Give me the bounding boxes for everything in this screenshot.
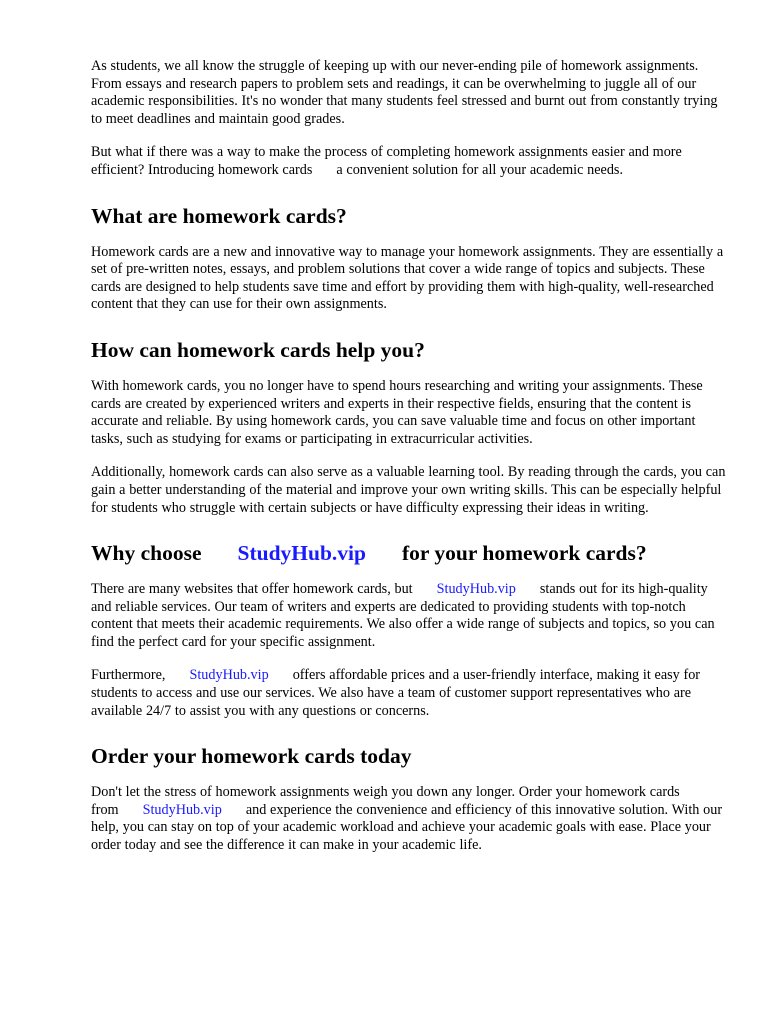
order-paragraph-1-text-a: Don't let the stress of homework assignments weigh you down any longer. Order your homework cards from: [91, 784, 680, 818]
heading-what-are-homework-cards: What are homework cards?: [91, 203, 347, 228]
how-paragraph-1: With homework cards, you no longer have to spend hours researching and writing your assignments. These cards are created by experienced writers and experts in their respective fields, ensuring that the content is accurate and reliable. By using homework cards, you can save valuable time and focus on other important tasks, such as studying for exams or participating in extracurricular activities.: [91, 377, 703, 447]
order-paragraph-1-studyhub-link[interactable]: StudyHub.vip: [142, 801, 222, 818]
document-page: [91, 58, 731, 855]
heading-studyhub-link[interactable]: StudyHub.vip: [237, 541, 366, 566]
heading-why-choose-text-b: for your homework cards?: [401, 541, 647, 566]
heading-why-choose: [91, 540, 731, 566]
why-paragraph-2: [91, 667, 731, 720]
why-paragraph-1-text-b: stands out for its high-quality and reliable services. Our team of writers and experts are dedicated to providing students with top-notch content that meets their academic requirements. We also offer a wide range of subjects and topics, so you can find the perfect card for your specific assignment.: [91, 581, 715, 650]
order-paragraph-1: [91, 784, 731, 854]
how-paragraph-2: Additionally, homework cards can also serve as a valuable learning tool. By reading through the cards, you can gain a better understanding of the material and improve your own writing skills. This can be especially helpful for students who struggle with certain subjects or have difficulty expressing their ideas in writing.: [91, 464, 726, 516]
what-paragraph-1: Homework cards are a new and innovative way to manage your homework assignments. They are essentially a set of pre-written notes, essays, and problem solutions that cover a wide range of topics and subjects. These cards are designed to help students save time and effort by providing them with high-quality, well-researched content that they can use for their own assignments.: [91, 243, 724, 313]
heading-order-today: Order your homework cards today: [91, 744, 412, 769]
intro-paragraph-1: As students, we all know the struggle of keeping up with our never-ending pile of homework assignments. From essays and research papers to problem sets and readings, it can be overwhelming to juggle all of our academic responsibilities. It's no wonder that many students feel stressed and burnt out from constantly trying to meet deadlines and maintain good grades.: [91, 58, 718, 127]
intro-paragraph-2: [91, 144, 731, 179]
why-paragraph-2-text-b: offers affordable prices and a user-friendly interface, making it easy for students to access and use our services. We also have a team of customer support representatives who are available 24/7 to assist you with any questions or concerns.: [91, 667, 701, 719]
heading-why-choose-text-a: Why choose: [91, 541, 202, 566]
order-paragraph-1-text-b: and experience the convenience and efficiency of this innovative solution. With our help, you can stay on top of your academic workload and achieve your academic goals with ease. Place your order today and see the difference it can make in your academic life.: [91, 801, 723, 854]
heading-how-can-cards-help: How can homework cards help you?: [91, 337, 425, 362]
why-paragraph-2-text-a: Furthermore,: [91, 667, 166, 684]
intro-paragraph-2-text-a: But what if there was a way to make the process of completing homework assignments easier and more efficient? Introducing homework cards: [91, 144, 682, 178]
why-paragraph-1: [91, 581, 731, 651]
intro-paragraph-2-text-b: a convenient solution for all your academic needs.: [336, 161, 623, 178]
why-paragraph-2-studyhub-link[interactable]: StudyHub.vip: [189, 667, 269, 684]
why-paragraph-1-text-a: There are many websites that offer homework cards, but: [91, 581, 413, 598]
why-paragraph-1-studyhub-link[interactable]: StudyHub.vip: [436, 581, 516, 598]
